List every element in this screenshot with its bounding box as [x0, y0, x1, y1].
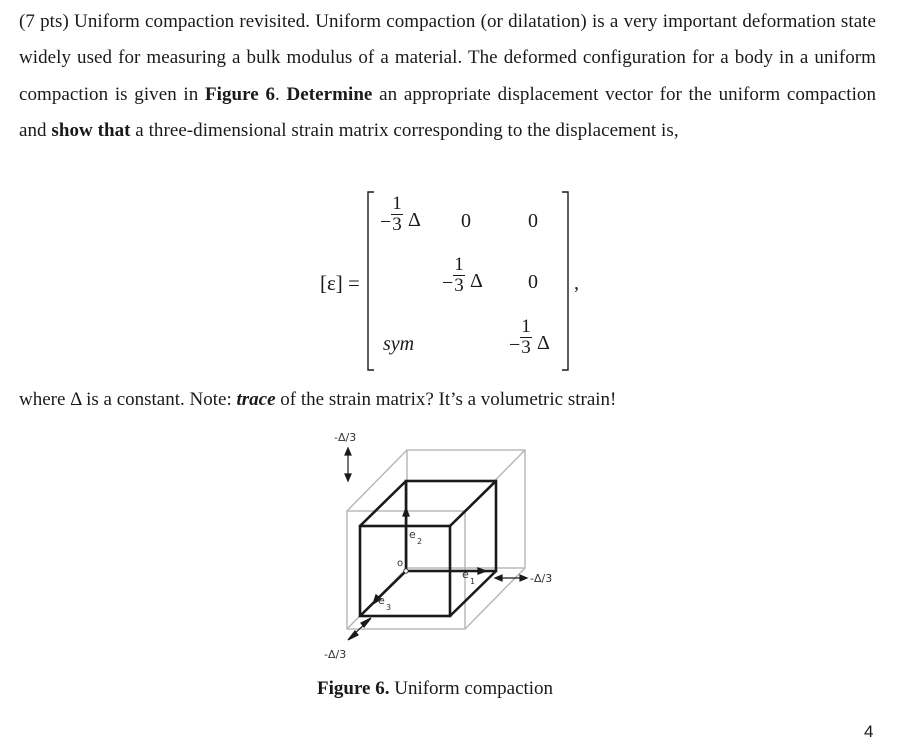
figure-reference: Figure 6	[205, 83, 276, 105]
origin-point	[404, 569, 408, 573]
zero-23: 0	[528, 271, 538, 293]
caption-label: Figure 6.	[317, 678, 390, 699]
fraction-22: 1 3	[454, 254, 464, 296]
determine-keyword: Determine	[286, 83, 373, 105]
page-number: 4	[864, 722, 874, 741]
delta-11: Δ	[408, 209, 421, 231]
e1-label: e	[462, 568, 469, 581]
zero-12: 0	[461, 210, 471, 232]
e1-subscript: 1	[470, 577, 476, 586]
problem-mid: an appropriate displacement vector for the uniform compaction and	[19, 83, 876, 141]
problem-intro: (7 pts) Uniform compaction revisited. Uniform compaction (or dilatation) is a very important deformation state widely used for measuring a bulk modulus of a material. The deformed configuration for a body in a uniform compaction is given in	[19, 11, 876, 105]
figure-caption	[317, 678, 553, 700]
delta-33: Δ	[537, 332, 550, 354]
e2-subscript: 2	[417, 537, 423, 546]
problem-sep: .	[275, 83, 287, 105]
e3-label: e	[378, 594, 385, 607]
minus-sign-22: −	[442, 272, 454, 294]
top-displacement-label: -Δ/3	[334, 431, 357, 444]
e2-label: e	[409, 528, 416, 541]
problem-tail: a three-dimensional strain matrix corresponding to the displacement is,	[130, 119, 679, 141]
e3-subscript: 3	[386, 603, 392, 612]
trace-keyword: trace	[236, 389, 276, 410]
fraction-11: 1 3	[392, 193, 402, 235]
basis-vectors	[373, 508, 486, 604]
top-displacement-arrow	[345, 448, 351, 481]
origin-label: o	[397, 558, 404, 569]
uniform-compaction-figure	[310, 426, 580, 666]
right-displacement-label: -Δ/3	[530, 572, 553, 585]
strain-matrix-equation	[300, 186, 620, 376]
matrix-comma: ,	[574, 272, 579, 294]
sym-label: sym	[383, 333, 415, 355]
bottom-displacement-label: -Δ/3	[324, 648, 347, 661]
problem-paragraph	[19, 4, 876, 149]
minus-sign-33: −	[509, 334, 521, 356]
zero-13: 0	[528, 210, 538, 232]
strain-matrix-label: [ε] =	[320, 271, 360, 295]
note-line	[19, 389, 616, 411]
fraction-33: 1 3	[521, 316, 531, 358]
minus-sign-11: −	[380, 211, 392, 233]
delta-22: Δ	[470, 270, 483, 292]
note-after: of the strain matrix? It’s a volumetric strain!	[275, 389, 617, 410]
show-that-keyword: show that	[51, 119, 131, 141]
note-before: where Δ is a constant. Note:	[19, 389, 237, 410]
right-displacement-arrow	[495, 575, 527, 581]
caption-text: Uniform compaction	[389, 678, 554, 699]
